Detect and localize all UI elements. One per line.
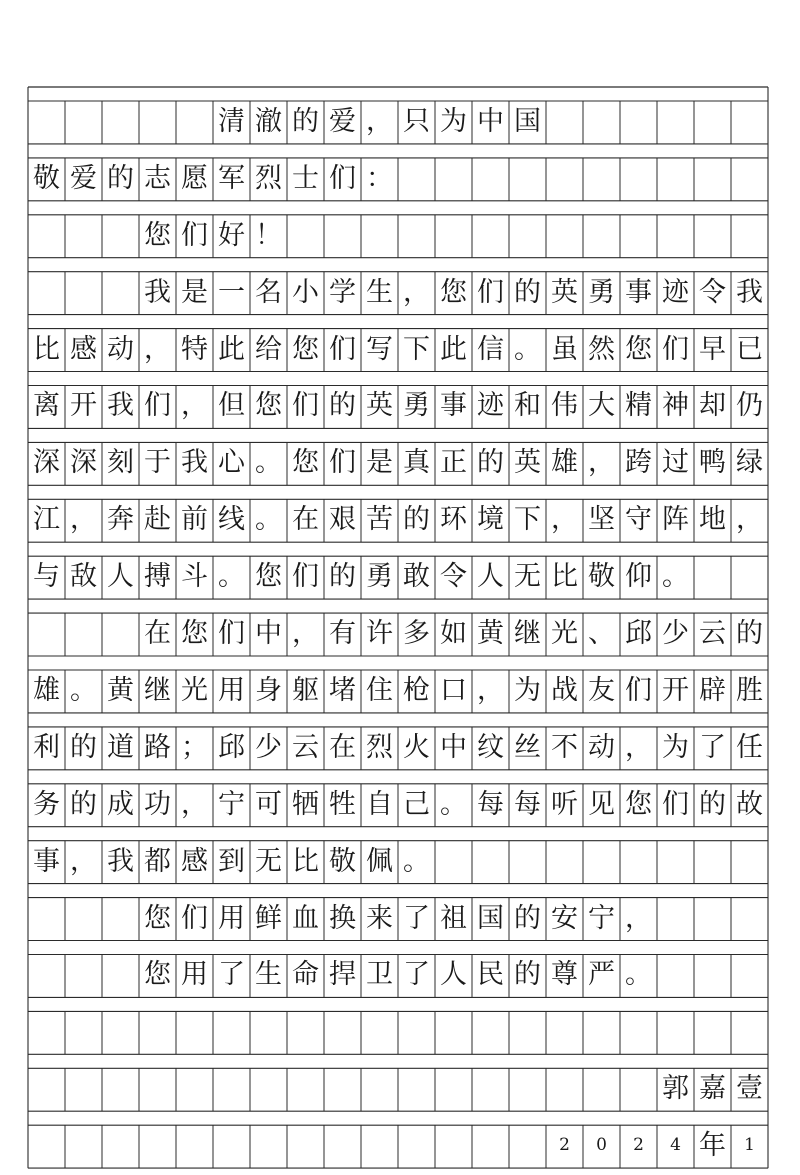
- character-cell: 嘉: [699, 1073, 726, 1105]
- character-cell: 自: [366, 788, 393, 820]
- character-cell: 许: [366, 618, 393, 650]
- character-cell: 多: [403, 618, 430, 650]
- punctuation-mark: 。: [255, 504, 282, 536]
- character-cell: 的: [514, 902, 541, 934]
- character-cell: 坚: [588, 504, 615, 536]
- character-cell: 友: [588, 674, 615, 706]
- character-cell: 们: [329, 447, 356, 479]
- character-cell: 火: [403, 731, 430, 763]
- character-cell: 却: [699, 390, 726, 422]
- character-cell: 命: [292, 959, 319, 991]
- character-cell: 人: [107, 561, 134, 593]
- character-cell: 用: [218, 674, 245, 706]
- character-cell: 到: [218, 845, 245, 877]
- character-cell: 用: [218, 902, 245, 934]
- character-cell: 已: [736, 333, 763, 365]
- punctuation-mark: ，: [292, 618, 319, 650]
- character-cell: 苦: [366, 504, 393, 536]
- punctuation-mark: ，: [477, 674, 504, 706]
- character-cell: 的: [329, 390, 356, 422]
- character-cell: 云: [699, 618, 726, 650]
- character-cell: 此: [440, 333, 467, 365]
- character-cell: 事: [625, 276, 652, 308]
- character-cell: 生: [255, 959, 282, 991]
- character-cell: 功: [144, 788, 171, 820]
- character-cell: 我: [144, 276, 171, 308]
- character-cell: 特: [181, 333, 208, 365]
- character-cell: 奔: [107, 504, 134, 536]
- character-cell: 跨: [625, 447, 652, 479]
- character-cell: 躯: [292, 674, 319, 706]
- character-cell: 江: [33, 504, 60, 536]
- character-cell: 好: [218, 219, 245, 251]
- character-cell: 的: [736, 618, 763, 650]
- punctuation-mark: ，: [366, 105, 393, 137]
- character-cell: 仰: [625, 561, 652, 593]
- character-cell: 牺: [292, 788, 319, 820]
- character-cell: 的: [699, 788, 726, 820]
- punctuation-mark: 。: [662, 561, 689, 593]
- character-cell: 敬: [588, 561, 615, 593]
- character-cell: 我: [107, 390, 134, 422]
- character-cell: 雄: [33, 674, 60, 706]
- character-cell: 们: [181, 219, 208, 251]
- character-cell: 2: [633, 1135, 644, 1156]
- character-cell: 愿: [181, 162, 208, 194]
- character-cell: 利: [33, 731, 60, 763]
- character-cell: 前: [181, 504, 208, 536]
- character-cell: 祖: [440, 902, 467, 934]
- character-cell: 壹: [736, 1073, 763, 1105]
- character-cell: 来: [366, 902, 393, 934]
- character-cell: 英: [366, 390, 393, 422]
- character-cell: 的: [70, 788, 97, 820]
- character-cell: 了: [699, 731, 726, 763]
- character-cell: 听: [551, 788, 578, 820]
- punctuation-mark: ，: [181, 390, 208, 422]
- character-cell: 但: [218, 390, 245, 422]
- character-cell: 感: [181, 845, 208, 877]
- character-cell: 此: [218, 333, 245, 365]
- character-cell: 下: [514, 504, 541, 536]
- character-cell: 动: [588, 731, 615, 763]
- character-cell: 虽: [551, 333, 578, 365]
- character-cell: 刻: [107, 447, 134, 479]
- character-cell: 们: [625, 674, 652, 706]
- character-cell: 宁: [588, 902, 615, 934]
- punctuation-mark: ，: [736, 504, 763, 536]
- character-cell: 见: [588, 788, 615, 820]
- character-cell: 和: [514, 390, 541, 422]
- character-cell: 给: [255, 333, 282, 365]
- character-cell: 为: [662, 731, 689, 763]
- character-cell: 人: [440, 959, 467, 991]
- character-cell: 成: [107, 788, 134, 820]
- punctuation-mark: 。: [440, 788, 467, 820]
- character-cell: 雄: [551, 447, 578, 479]
- character-cell: 感: [70, 333, 97, 365]
- character-cell: 志: [144, 162, 171, 194]
- character-cell: 有: [329, 618, 356, 650]
- character-cell: 勇: [403, 390, 430, 422]
- punctuation-mark: ，: [70, 504, 97, 536]
- character-cell: 们: [218, 618, 245, 650]
- character-cell: 正: [440, 447, 467, 479]
- character-cell: 学: [329, 276, 356, 308]
- punctuation-mark: 。: [255, 447, 282, 479]
- character-cell: 我: [107, 845, 134, 877]
- character-cell: 宁: [218, 788, 245, 820]
- character-cell: 黄: [107, 674, 134, 706]
- character-cell: 烈: [366, 731, 393, 763]
- character-cell: 血: [292, 902, 319, 934]
- character-cell: 人: [477, 561, 504, 593]
- punctuation-mark: ，: [625, 902, 652, 934]
- character-cell: 于: [144, 447, 171, 479]
- character-cell: 们: [292, 561, 319, 593]
- punctuation-mark: ，: [551, 504, 578, 536]
- character-cell: 是: [181, 276, 208, 308]
- character-cell: 住: [366, 674, 393, 706]
- character-cell: 丝: [514, 731, 541, 763]
- character-cell: 在: [329, 731, 356, 763]
- character-cell: 郭: [662, 1073, 689, 1105]
- character-cell: 英: [514, 447, 541, 479]
- character-cell: 地: [699, 504, 726, 536]
- character-cell: 线: [218, 504, 245, 536]
- character-cell: 卫: [366, 959, 393, 991]
- character-cell: 守: [625, 504, 652, 536]
- character-cell: 您: [440, 276, 467, 308]
- character-cell: 中: [255, 618, 282, 650]
- character-cell: 们: [329, 333, 356, 365]
- character-cell: 敬: [33, 162, 60, 194]
- punctuation-mark: ，: [588, 447, 615, 479]
- character-cell: 您: [144, 959, 171, 991]
- punctuation-mark: ：: [366, 162, 393, 194]
- character-cell: 比: [33, 333, 60, 365]
- character-cell: 的: [292, 105, 319, 137]
- character-cell: 您: [255, 561, 282, 593]
- character-cell: 在: [292, 504, 319, 536]
- character-cell: 仍: [736, 390, 763, 422]
- character-cell: 令: [440, 561, 467, 593]
- character-cell: 的: [329, 561, 356, 593]
- punctuation-mark: ；: [181, 731, 208, 763]
- character-cell: 的: [107, 162, 134, 194]
- character-cell: 艰: [329, 504, 356, 536]
- character-cell: 我: [181, 447, 208, 479]
- character-cell: 了: [403, 959, 430, 991]
- character-cell: 鲜: [255, 902, 282, 934]
- character-cell: 安: [551, 902, 578, 934]
- character-cell: 严: [588, 959, 615, 991]
- character-cell: 过: [662, 447, 689, 479]
- character-cell: 己: [403, 788, 430, 820]
- character-cell: 开: [70, 390, 97, 422]
- punctuation-mark: ，: [625, 731, 652, 763]
- character-cell: 事: [33, 845, 60, 877]
- character-cell: 换: [329, 902, 356, 934]
- character-cell: 赴: [144, 504, 171, 536]
- character-cell: 继: [144, 674, 171, 706]
- punctuation-mark: 。: [403, 845, 430, 877]
- character-cell: 们: [329, 162, 356, 194]
- character-cell: 军: [218, 162, 245, 194]
- character-cell: 尊: [551, 959, 578, 991]
- character-cell: 爱: [329, 105, 356, 137]
- character-cell: 们: [662, 788, 689, 820]
- character-cell: 口: [440, 674, 467, 706]
- character-cell: 精: [625, 390, 652, 422]
- character-cell: 0: [596, 1135, 607, 1156]
- punctuation-mark: ，: [144, 333, 171, 365]
- character-cell: 敬: [329, 845, 356, 877]
- character-cell: 每: [477, 788, 504, 820]
- character-cell: 任: [736, 731, 763, 763]
- character-cell: 令: [699, 276, 726, 308]
- punctuation-mark: ，: [70, 845, 97, 877]
- character-cell: 只: [403, 105, 430, 137]
- character-cell: 如: [440, 618, 467, 650]
- character-cell: 道: [107, 731, 134, 763]
- character-cell: 迹: [662, 276, 689, 308]
- character-cell: 下: [403, 333, 430, 365]
- character-cell: 您: [144, 219, 171, 251]
- character-cell: 伟: [551, 390, 578, 422]
- character-cell: 信: [477, 333, 504, 365]
- punctuation-mark: ，: [403, 276, 430, 308]
- character-cell: 2: [559, 1135, 570, 1156]
- character-cell: 搏: [144, 561, 171, 593]
- character-cell: 迹: [477, 390, 504, 422]
- character-cell: 务: [33, 788, 60, 820]
- character-cell: 环: [440, 504, 467, 536]
- character-cell: 早: [699, 333, 726, 365]
- character-cell: 少: [662, 618, 689, 650]
- character-cell: 真: [403, 447, 430, 479]
- character-cell: 身: [255, 674, 282, 706]
- character-cell: 一: [218, 276, 245, 308]
- character-cell: 绿: [736, 447, 763, 479]
- character-cell: 烈: [255, 162, 282, 194]
- character-cell: 您: [625, 333, 652, 365]
- character-cell: 您: [292, 447, 319, 479]
- character-cell: 中: [477, 105, 504, 137]
- character-cell: 们: [181, 902, 208, 934]
- character-cell: 国: [514, 105, 541, 137]
- character-cell: 国: [477, 902, 504, 934]
- character-cell: 们: [477, 276, 504, 308]
- character-cell: 光: [181, 674, 208, 706]
- character-cell: 战: [551, 674, 578, 706]
- character-cell: 的: [70, 731, 97, 763]
- punctuation-mark: ，: [181, 788, 208, 820]
- character-cell: 辟: [699, 674, 726, 706]
- character-cell: 开: [662, 674, 689, 706]
- character-cell: 名: [255, 276, 282, 308]
- character-cell: 可: [255, 788, 282, 820]
- character-cell: 比: [551, 561, 578, 593]
- character-cell: 离: [33, 390, 60, 422]
- character-cell: 佩: [366, 845, 393, 877]
- character-cell: 澈: [255, 105, 282, 137]
- character-cell: 与: [33, 561, 60, 593]
- character-cell: 鸭: [699, 447, 726, 479]
- character-cell: 清: [218, 105, 245, 137]
- character-cell: 纹: [477, 731, 504, 763]
- character-cell: 深: [33, 447, 60, 479]
- character-cell: 阵: [662, 504, 689, 536]
- character-cell: 无: [514, 561, 541, 593]
- character-cell: 小: [292, 276, 319, 308]
- character-cell: 用: [181, 959, 208, 991]
- character-cell: 为: [440, 105, 467, 137]
- character-cell: 都: [144, 845, 171, 877]
- character-cell: 是: [366, 447, 393, 479]
- character-cell: 心: [218, 447, 245, 479]
- character-cell: 故: [736, 788, 763, 820]
- character-cell: 枪: [403, 674, 430, 706]
- character-cell: 民: [477, 959, 504, 991]
- punctuation-mark: 。: [514, 333, 541, 365]
- character-cell: 您: [625, 788, 652, 820]
- character-cell: 神: [662, 390, 689, 422]
- punctuation-mark: 。: [625, 959, 652, 991]
- character-cell: 为: [514, 674, 541, 706]
- punctuation-mark: 。: [218, 561, 245, 593]
- punctuation-mark: 。: [70, 674, 97, 706]
- character-cell: 邱: [625, 618, 652, 650]
- character-cell: 路: [144, 731, 171, 763]
- character-cell: 斗: [181, 561, 208, 593]
- character-cell: 堵: [329, 674, 356, 706]
- character-cell: 们: [292, 390, 319, 422]
- character-cell: 无: [255, 845, 282, 877]
- character-cell: 生: [366, 276, 393, 308]
- character-cell: 们: [662, 333, 689, 365]
- character-cell: 继: [514, 618, 541, 650]
- character-cell: 牲: [329, 788, 356, 820]
- character-cell: 4: [670, 1135, 681, 1156]
- character-cell: 在: [144, 618, 171, 650]
- character-cell: 您: [255, 390, 282, 422]
- character-cell: 爱: [70, 162, 97, 194]
- character-cell: 敢: [403, 561, 430, 593]
- character-cell: 中: [440, 731, 467, 763]
- character-cell: 境: [477, 504, 504, 536]
- character-cell: 黄: [477, 618, 504, 650]
- character-cell: 的: [514, 959, 541, 991]
- punctuation-mark: 、: [588, 618, 615, 650]
- character-cell: 们: [144, 390, 171, 422]
- character-cell: 您: [292, 333, 319, 365]
- character-cell: 了: [218, 959, 245, 991]
- character-cell: 光: [551, 618, 578, 650]
- character-cell: 然: [588, 333, 615, 365]
- character-cell: 捍: [329, 959, 356, 991]
- character-cell: 士: [292, 162, 319, 194]
- character-cell: 的: [514, 276, 541, 308]
- character-cell: 英: [551, 276, 578, 308]
- character-cell: 年: [699, 1130, 726, 1162]
- character-cell: 我: [736, 276, 763, 308]
- character-cell: 了: [403, 902, 430, 934]
- character-cell: 您: [181, 618, 208, 650]
- character-cell: 事: [440, 390, 467, 422]
- character-cell: 写: [366, 333, 393, 365]
- character-cell: 胜: [736, 674, 763, 706]
- character-cell: 动: [107, 333, 134, 365]
- character-cell: 大: [588, 390, 615, 422]
- character-cell: 比: [292, 845, 319, 877]
- character-cell: 邱: [218, 731, 245, 763]
- character-cell: 的: [403, 504, 430, 536]
- character-cell: 云: [292, 731, 319, 763]
- character-cell: 您: [144, 902, 171, 934]
- character-cell: 1: [744, 1135, 755, 1156]
- character-cell: 少: [255, 731, 282, 763]
- character-cell: 勇: [588, 276, 615, 308]
- character-cell: 敌: [70, 561, 97, 593]
- character-cell: 勇: [366, 561, 393, 593]
- character-cell: 深: [70, 447, 97, 479]
- character-cell: 每: [514, 788, 541, 820]
- character-cell: 不: [551, 731, 578, 763]
- punctuation-mark: ！: [255, 219, 282, 251]
- character-cell: 的: [477, 447, 504, 479]
